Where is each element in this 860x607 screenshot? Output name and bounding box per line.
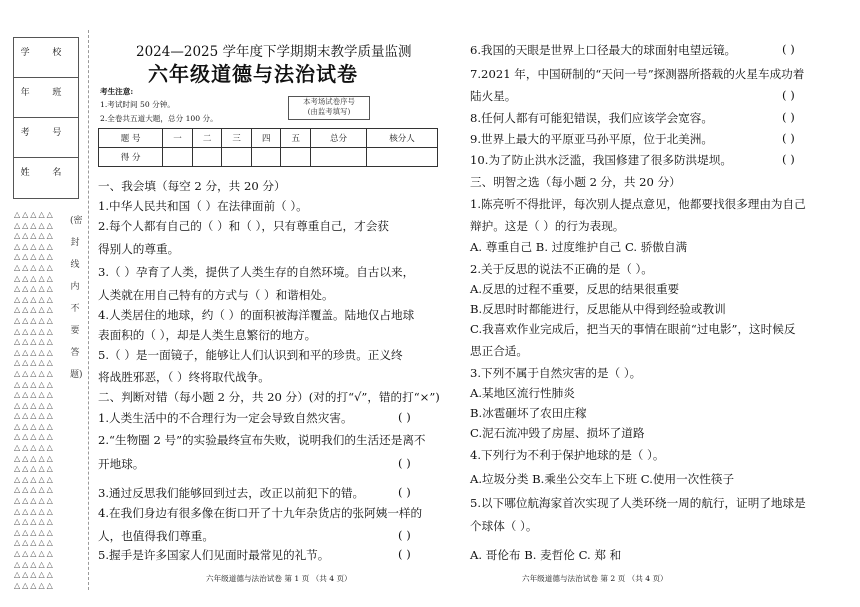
triangle-row: △△△△△	[14, 337, 55, 347]
triangle-row: △△△△△	[14, 453, 55, 463]
triangle-row: △△△△△	[14, 326, 55, 336]
answer-bracket[interactable]: ( )	[398, 547, 411, 561]
question-line: 2.关于反思的说法不正确的是（ ）。	[470, 262, 653, 276]
triangle-row: △△△△△	[14, 496, 55, 506]
question-line: 2.每个人都有自己的（ ）和（ ），只有尊重自己，才会获	[98, 219, 389, 233]
question-line: 3.（ ）孕育了人类，提供了人类生存的自然环境。自古以来，	[98, 265, 415, 279]
triangle-row: △△△△△	[14, 390, 55, 400]
triangle-row: △△△△△	[14, 315, 55, 325]
question-line: A.反思的过程不重要，反思的结果很重要	[470, 282, 680, 296]
triangle-row: △△△△△	[14, 474, 55, 484]
triangle-row: △△△△△	[14, 347, 55, 357]
table-cell: 二	[192, 129, 222, 148]
triangle-row: △△△△△	[14, 284, 55, 294]
triangle-row: △△△△△	[14, 464, 55, 474]
answer-bracket[interactable]: ( )	[398, 485, 411, 499]
question-line: 思正合适。	[470, 344, 528, 358]
question-line: A. 哥伦布 B. 麦哲伦 C. 郑 和	[470, 548, 622, 562]
seal-char: (密	[70, 216, 83, 226]
question-line: 7.2021 年，中国研制的“天问一号”探测器所搭载的火星车成功着	[470, 67, 805, 81]
school-label: 学 校	[14, 38, 78, 78]
table-cell: 五	[281, 129, 311, 148]
table-cell: 一	[163, 129, 193, 148]
note-2: 2.全卷共五道大题，总分 100 分。	[100, 114, 218, 123]
score-cell[interactable]	[311, 148, 367, 167]
triangle-row: △△△△△	[14, 580, 55, 590]
question-line: 陆火星。	[470, 89, 517, 103]
question-line: 一、我会填（每空 2 分，共 20 分）	[98, 179, 286, 193]
seal-char: 答	[70, 348, 80, 358]
seal-char: 题)	[70, 370, 83, 380]
note-1: 1.考试时间 50 分钟。	[100, 100, 175, 109]
triangle-row: △△△△△	[14, 538, 55, 548]
question-line: 5.（ ）是一面镜子，能够让人们认识到和平的珍贵。正义终	[98, 348, 403, 362]
score-cell[interactable]	[251, 148, 281, 167]
fold-line	[88, 30, 89, 590]
triangle-row: △△△△△	[14, 379, 55, 389]
question-line: 人，也值得我们尊重。	[98, 529, 214, 543]
question-line: A. 尊重自己 B. 过度维护自己 C. 骄傲自满	[470, 240, 688, 254]
answer-bracket[interactable]: ( )	[398, 410, 411, 424]
answer-bracket[interactable]: ( )	[782, 42, 795, 56]
question-line: 3.通过反思我们能够回到过去，改正以前犯下的错。	[98, 486, 365, 500]
table-cell: 题 号	[99, 129, 163, 148]
question-line: 9.世界上最大的平原亚马孙平原，位于北美洲。	[470, 132, 713, 146]
seal-char: 要	[70, 326, 80, 336]
student-info-box	[13, 37, 79, 199]
answer-bracket[interactable]: ( )	[398, 456, 411, 470]
triangle-row: △△△△△	[14, 432, 55, 442]
exam-number-label: 考 号	[14, 118, 78, 158]
question-line: 3.下列不属于自然灾害的是（ ）。	[470, 366, 642, 380]
seal-char: 线	[70, 260, 80, 270]
triangle-row: △△△△△	[14, 241, 55, 251]
question-line: 5.握手是许多国家人们见面时最常见的礼节。	[98, 548, 330, 562]
score-table	[98, 128, 438, 167]
answer-bracket[interactable]: ( )	[398, 528, 411, 542]
question-line: 将战胜邪恶，（ ）终将取代战争。	[98, 370, 270, 384]
table-cell: 得 分	[99, 148, 163, 167]
question-line: 4.在我们身边有很多像在街口开了十九年杂货店的张阿姨一样的	[98, 506, 423, 520]
triangle-row: △△△△△	[14, 421, 55, 431]
triangle-row: △△△△△	[14, 570, 55, 580]
triangle-row: △△△△△	[14, 231, 55, 241]
answer-bracket[interactable]: ( )	[782, 152, 795, 166]
question-line: 1.陈亮听不得批评，每次别人提点意见，他都要找很多理由为自己	[470, 197, 806, 211]
triangle-row: △△△△△	[14, 358, 55, 368]
question-line: 表面积的（ ），却是人类生息繁衍的地方。	[98, 328, 317, 342]
seat-box-line-1: 本考场试卷序号	[303, 97, 355, 106]
triangle-row: △△△△△	[14, 262, 55, 272]
question-line: 10.为了防止洪水泛滥，我国修建了很多防洪堤坝。	[470, 153, 732, 167]
question-line: 二、判断对错（每小题 2 分，共 20 分）(对的打“√”，错的打“×”)	[98, 390, 440, 404]
seal-line-text	[70, 210, 83, 386]
triangle-pattern	[14, 210, 66, 591]
triangle-row: △△△△△	[14, 305, 55, 315]
question-line: 6.我国的天眼是世界上口径最大的球面射电望远镜。	[470, 43, 737, 57]
question-line: 个球体（ ）。	[470, 519, 538, 533]
answer-bracket[interactable]: ( )	[782, 88, 795, 102]
triangle-row: △△△△△	[14, 294, 55, 304]
question-line: 1.人类生活中的不合理行为一定会导致自然灾害。	[98, 411, 353, 425]
triangle-row: △△△△△	[14, 252, 55, 262]
question-line: 5.以下哪位航海家首次实现了人类环绕一周的航行，证明了地球是	[470, 496, 806, 510]
table-cell: 核分人	[367, 129, 438, 148]
table-cell: 总分	[311, 129, 367, 148]
question-line: A.某地区流行性肺炎	[470, 386, 575, 400]
class-label: 年 班	[14, 78, 78, 118]
name-label: 姓 名	[20, 168, 72, 178]
score-cell[interactable]	[192, 148, 222, 167]
exam-title: 六年级道德与法治试卷	[148, 62, 358, 86]
triangle-row: △△△△△	[14, 220, 55, 230]
triangle-row: △△△△△	[14, 368, 55, 378]
question-line: 2.“生物圈 2 号”的实验最终宣布失败，说明我们的生活还是离不	[98, 433, 426, 447]
triangle-row: △△△△△	[14, 443, 55, 453]
question-line: 三、明智之选（每小题 2 分，共 20 分）	[470, 175, 681, 189]
question-line: C.我喜欢作业完成后，把当天的事情在眼前“过电影”，这时候反	[470, 322, 796, 336]
triangle-row: △△△△△	[14, 210, 55, 219]
score-table-score-row	[99, 148, 438, 167]
question-line: C.泥石流冲毁了房屋、损坏了道路	[470, 426, 645, 440]
triangle-row: △△△△△	[14, 549, 55, 558]
triangle-row: △△△△△	[14, 527, 55, 537]
question-line: 4.人类居住的地球，约（ ）的面积被海洋覆盖。陆地仅占地球	[98, 308, 415, 322]
page-1-footer: 六年级道德与法治试卷 第 1 页 （共 4 页）	[206, 574, 352, 583]
table-cell: 四	[251, 129, 281, 148]
question-line: 8.任何人都有可能犯错误，我们应该学会宽容。	[470, 111, 713, 125]
triangle-row: △△△△△	[14, 411, 55, 421]
seal-char: 封	[70, 238, 80, 248]
question-line: B.反思时时都能进行，反思能从中得到经验或教训	[470, 302, 726, 316]
score-table-header-row	[99, 129, 438, 148]
question-line: 辩护。这是（ ）的行为表现。	[470, 219, 625, 233]
question-line: 人类就在用自己特有的方式与（ ）和谐相处。	[98, 288, 334, 302]
triangle-row: △△△△△	[14, 273, 55, 283]
score-cell[interactable]	[367, 148, 438, 167]
notes-title: 考生注意:	[100, 87, 134, 96]
question-line: 开地球。	[98, 457, 145, 471]
exam-subtitle: 2024—2025 学年度下学期期末教学质量监测	[136, 44, 412, 60]
question-line: B.冰雹砸坏了农田庄稼	[470, 406, 587, 420]
answer-bracket[interactable]: ( )	[782, 110, 795, 124]
question-line: A.垃圾分类 B.乘坐公交车上下班 C.使用一次性筷子	[470, 472, 735, 486]
triangle-row: △△△△△	[14, 485, 55, 495]
seat-box-line-2: (由监考填写)	[307, 107, 351, 116]
score-cell[interactable]	[222, 148, 252, 167]
seal-char: 不	[70, 304, 80, 314]
score-cell[interactable]	[281, 148, 311, 167]
question-line: 1.中华人民共和国（ ）在法律面前（ ）。	[98, 199, 308, 213]
triangle-row: △△△△△	[14, 506, 55, 516]
question-line: 得别人的尊重。	[98, 242, 180, 256]
page-2-footer: 六年级道德与法治试卷 第 2 页 （共 4 页）	[522, 574, 668, 583]
triangle-row: △△△△△	[14, 517, 55, 527]
triangle-row: △△△△△	[14, 559, 55, 569]
score-cell[interactable]	[163, 148, 193, 167]
table-cell: 三	[222, 129, 252, 148]
seat-number-box	[288, 96, 370, 120]
answer-bracket[interactable]: ( )	[782, 131, 795, 145]
question-line: 4.下列行为不利于保护地球的是（ ）。	[470, 448, 665, 462]
triangle-row: △△△△△	[14, 400, 55, 410]
seal-char: 内	[70, 282, 80, 292]
